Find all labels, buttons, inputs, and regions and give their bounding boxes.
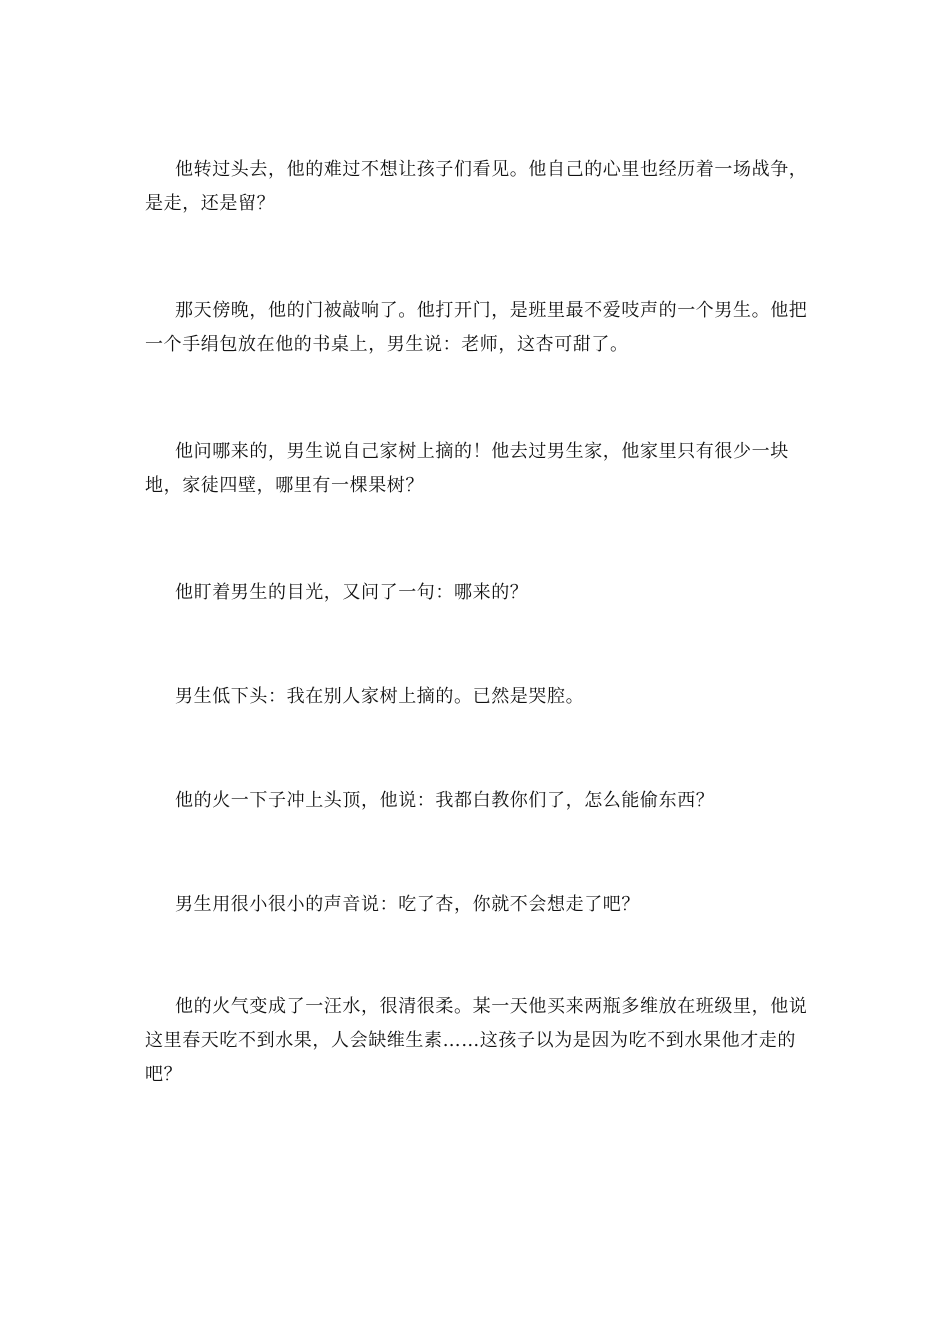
paragraph-1: 他转过头去，他的难过不想让孩子们看见。他自己的心里也经历着一场战争，是走，还是留？: [145, 159, 808, 214]
paragraph-4: 他盯着男生的目光，又问了一句：哪来的？: [175, 582, 529, 603]
paragraph-8: 他的火气变成了一汪水，很清很柔。某一天他买来两瓶多维放在班级里，他说这里春天吃不到水果，人会缺维生素……这孩子以为是因为吃不到水果他才走的吧？: [145, 996, 808, 1085]
paragraph-5: 男生低下头：我在别人家树上摘的。已然是哭腔。: [175, 686, 585, 707]
paragraph-6: 他的火一下子冲上头顶，他说：我都白教你们了，怎么能偷东西？: [175, 790, 715, 811]
paragraph-7: 男生用很小很小的声音说：吃了杏，你就不会想走了吧？: [175, 894, 640, 915]
paragraph-3: 他问哪来的，男生说自己家树上摘的！他去过男生家，他家里只有很少一块地，家徒四壁，哪里有一棵果树？: [145, 441, 789, 496]
paragraph-2: 那天傍晚，他的门被敲响了。他打开门，是班里最不爱吱声的一个男生。他把一个手绢包放在他的书桌上，男生说：老师，这杏可甜了。: [145, 300, 808, 355]
